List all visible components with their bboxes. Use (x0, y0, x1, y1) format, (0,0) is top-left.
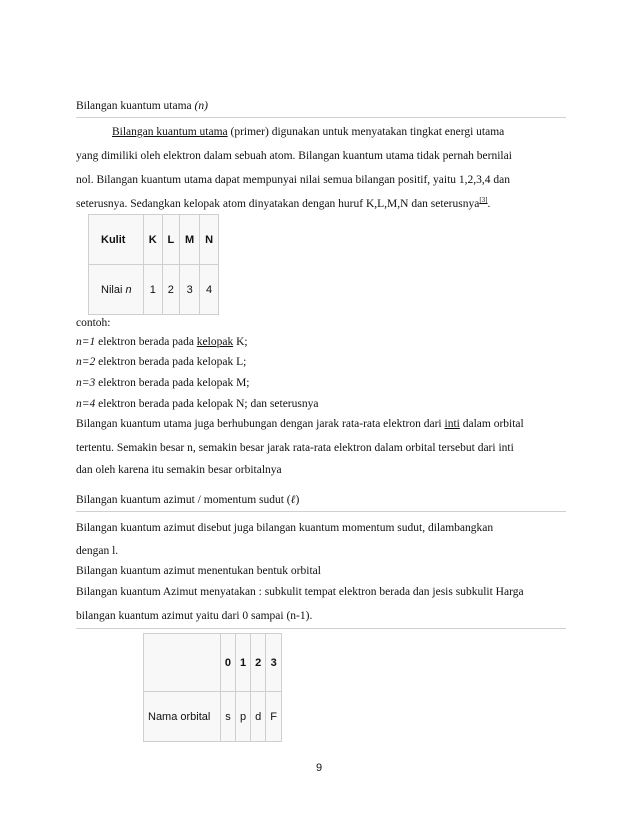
text-span: dalam orbital (459, 418, 524, 430)
example-symbol: n=3 (76, 377, 96, 389)
divider (76, 117, 566, 118)
section-heading-utama (76, 99, 208, 113)
table-header-row (144, 634, 282, 692)
text-span: elektron berada pada kelopak L; (95, 356, 247, 368)
row-label-symbol: n (125, 283, 132, 296)
table-header-cell: 3 (266, 634, 282, 692)
text-span: seterusnya. Sedangkan kelopak atom dinyatakan dengan huruf K,L,M,N dan seterusnya (76, 198, 480, 210)
paragraph-line: tertentu. Semakin besar n, semakin besar jarak rata-rata elektron dalam orbital tersebut dari inti (76, 442, 514, 454)
text-span: elektron berada pada kelopak N; dan seterusnya (95, 398, 319, 410)
kulit-table (88, 214, 219, 315)
table-row (144, 692, 282, 742)
heading-symbol: (n) (194, 100, 208, 112)
section-heading-azimut (76, 493, 299, 507)
term-link[interactable]: Bilangan kuantum utama (112, 126, 228, 138)
page-number: 9 (315, 762, 323, 774)
table-row-label: Nama orbital (144, 692, 221, 742)
text-span: K; (233, 336, 248, 348)
divider (76, 628, 566, 629)
example-symbol: n=1 (76, 336, 96, 348)
example-symbol: n=2 (76, 356, 96, 368)
inti-link[interactable]: inti (444, 418, 460, 430)
example-line (76, 355, 246, 369)
table-cell: s (220, 692, 235, 742)
table-header-cell: 2 (251, 634, 266, 692)
table-header-cell: Kulit (89, 215, 144, 265)
table-header-cell: K (143, 215, 162, 265)
table-cell: 1 (143, 265, 162, 315)
heading-text: Bilangan kuantum azimut / momentum sudut ( (76, 494, 291, 506)
table-cell: d (251, 692, 266, 742)
heading-symbol: ℓ (290, 494, 296, 506)
text-span: . (487, 198, 491, 210)
reference-link[interactable]: [3] (479, 196, 488, 205)
table-header-row (89, 215, 219, 265)
table-header-cell: M (180, 215, 200, 265)
kelopak-link[interactable]: kelopak (196, 336, 234, 348)
orbital-table (143, 633, 282, 742)
heading-text: Bilangan kuantum utama (76, 100, 195, 112)
table-header-cell: 0 (220, 634, 235, 692)
example-line (76, 335, 248, 349)
paragraph-line: Bilangan kuantum Azimut menyatakan : subkulit tempat elektron berada dan jesis subkulit Harga (76, 586, 524, 598)
divider (76, 511, 566, 512)
table-header-cell: N (200, 215, 219, 265)
text-span: Bilangan kuantum utama juga berhubungan dengan jarak rata-rata elektron dari (76, 418, 445, 430)
table-cell: 4 (200, 265, 219, 315)
table-cell: p (236, 692, 251, 742)
paragraph-line: dan oleh karena itu semakin besar orbitalnya (76, 464, 282, 476)
paragraph-line: Bilangan kuantum azimut menentukan bentuk orbital (76, 565, 321, 577)
table-row (89, 265, 219, 315)
table-header-cell (144, 634, 221, 692)
table-cell: F (266, 692, 282, 742)
paragraph-line: yang dimiliki oleh elektron dalam sebuah atom. Bilangan kuantum utama tidak pernah bernilai (76, 150, 512, 162)
text-span: elektron berada pada (95, 336, 197, 348)
example-line (76, 397, 318, 411)
paragraph-line: nol. Bilangan kuantum utama dapat mempunyai nilai semua bilangan positif, yaitu 1,2,3,4 dan (76, 174, 511, 186)
table-row-label (89, 265, 144, 315)
paragraph-line (112, 125, 504, 139)
example-symbol: n=4 (76, 398, 96, 410)
contoh-label: contoh: (76, 317, 111, 329)
table-header-cell: L (162, 215, 179, 265)
table-cell: 2 (162, 265, 179, 315)
row-label-text: Nilai (101, 283, 126, 296)
table-header-cell: 1 (236, 634, 251, 692)
table-cell: 3 (180, 265, 200, 315)
heading-text: ) (295, 494, 300, 506)
text-span: (primer) digunakan untuk menyatakan tingkat energi utama (227, 126, 505, 138)
paragraph-line (76, 417, 524, 431)
paragraph-line: Bilangan kuantum azimut disebut juga bilangan kuantum momentum sudut, dilambangkan (76, 522, 494, 534)
text-span: elektron berada pada kelopak M; (95, 377, 250, 389)
paragraph-line (76, 197, 490, 211)
paragraph-line: bilangan kuantum azimut yaitu dari 0 sampai (n-1). (76, 610, 313, 622)
example-line (76, 376, 250, 390)
paragraph-line: dengan l. (76, 545, 119, 557)
